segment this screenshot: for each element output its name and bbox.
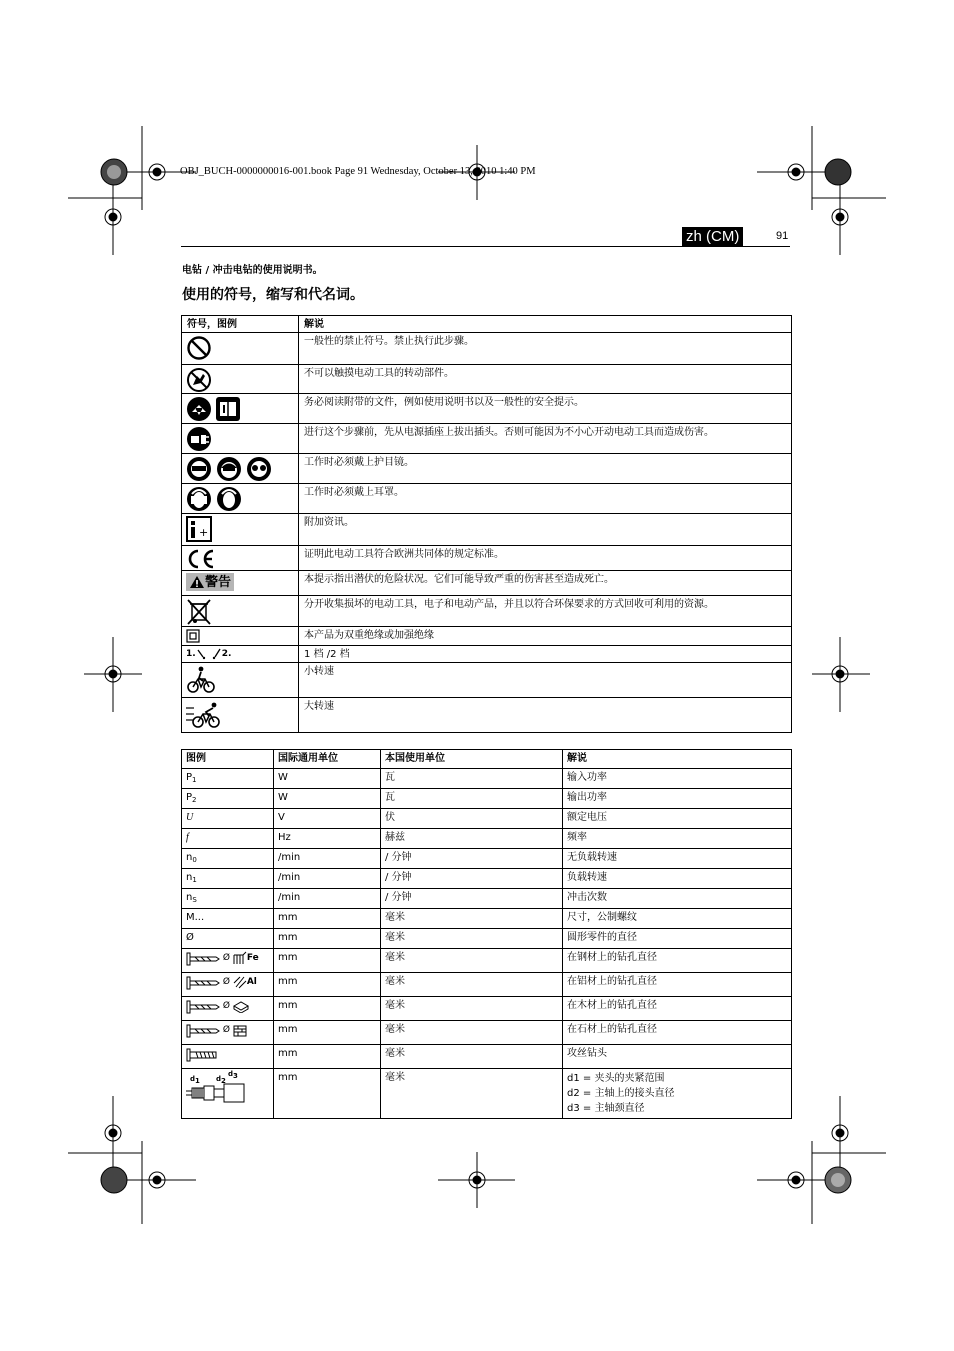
table-row (182, 949, 792, 973)
table-row (182, 546, 792, 571)
legend-cell (182, 997, 274, 1021)
eye-protection-icon (186, 456, 272, 482)
legend-cell (182, 1021, 274, 1045)
table-row (182, 809, 792, 829)
aluminium-material-icon (233, 975, 247, 989)
recycle-bin-icon (186, 598, 212, 626)
row-description: 进行这个步骤前，先从电源插座上拔出插头。否则可能因为不小心开动电动工具而造成伤害。 (299, 424, 792, 454)
legend-cell: Ø (182, 929, 274, 949)
local-unit-cell: 赫兹 (381, 829, 563, 849)
si-unit-cell: mm (274, 949, 381, 973)
table-row (182, 333, 792, 365)
table-row (182, 909, 792, 929)
document-subtitle: 电钻 / 冲击电钻的使用说明书。 (182, 265, 323, 276)
legend-cell: U (182, 809, 274, 829)
local-unit-cell: 毫米 (381, 997, 563, 1021)
unplug-icon (186, 426, 212, 452)
ce-mark-icon (186, 548, 216, 570)
si-unit-cell: mm (274, 909, 381, 929)
table-row (182, 889, 792, 909)
warning-label (186, 573, 234, 591)
description-line: d2 = 主轴上的接头直径 (567, 1088, 675, 1099)
local-unit-cell: 毫米 (381, 973, 563, 997)
si-unit-cell: mm (274, 973, 381, 997)
table-row (182, 454, 792, 484)
row-description: 1 档 /2 档 (299, 646, 792, 663)
table-row (182, 646, 792, 663)
double-insulation-icon (186, 629, 200, 643)
book-file-info: OBJ_BUCH-0000000016-001.book Page 91 Wednesday, October 13, 2010 1:40 PM (180, 166, 536, 177)
table-row (182, 596, 792, 627)
table-row (182, 789, 792, 809)
column-header: 国际通用单位 (274, 750, 381, 769)
section-title: 使用的符号，缩写和代名词。 (182, 287, 364, 303)
diameter-symbol: Ø (222, 953, 230, 963)
description-cell: 尺寸，公制螺纹 (563, 909, 792, 929)
table-row (182, 997, 792, 1021)
ear-protection-icon (186, 486, 242, 512)
legend-cell: f (182, 829, 274, 849)
gear-label-1: 1. (186, 649, 196, 659)
row-description: 工作时必须戴上耳罩。 (299, 484, 792, 514)
language-badge: zh (CM) (682, 227, 743, 246)
gear-label-2: 2. (221, 649, 232, 659)
table-row (182, 698, 792, 733)
page-number: 91 (776, 230, 789, 242)
local-unit-cell: / 分钟 (381, 889, 563, 909)
column-header: 解说 (299, 316, 792, 333)
local-unit-cell: 毫米 (381, 1069, 563, 1119)
description-cell: 无负载转速 (563, 849, 792, 869)
legend-cell: $n_0$ (182, 849, 274, 869)
local-unit-cell: 毫米 (381, 929, 563, 949)
table-row (182, 929, 792, 949)
units-table-header (182, 750, 792, 769)
local-unit-cell: / 分钟 (381, 869, 563, 889)
symbols-table-header (182, 316, 792, 333)
local-unit-cell: 毫米 (381, 1021, 563, 1045)
si-unit-cell: mm (274, 929, 381, 949)
local-unit-cell: / 分钟 (381, 849, 563, 869)
table-row (182, 627, 792, 646)
description-cell: 在石材上的钻孔直径 (563, 1021, 792, 1045)
material-code: Fe (246, 953, 259, 963)
description-cell: 负载转速 (563, 869, 792, 889)
description-cell: 圆形零件的直径 (563, 929, 792, 949)
local-unit-cell: 毫米 (381, 909, 563, 929)
d3-label: $d_3$ (228, 1070, 238, 1080)
local-unit-cell: 毫米 (381, 1045, 563, 1069)
legend-cell: $n_1$ (182, 869, 274, 889)
drill-steel-icon (186, 951, 220, 967)
no-touch-rotating-parts-icon (186, 367, 212, 393)
row-description: 务必阅读附带的文件，例如使用说明书以及一般性的安全提示。 (299, 394, 792, 424)
description-cell: 在铝材上的钻孔直径 (563, 973, 792, 997)
table-row (182, 663, 792, 698)
table-row (182, 365, 792, 394)
table-row (182, 1045, 792, 1069)
tap-drill-icon (186, 1047, 220, 1063)
row-description: 证明此电动工具符合欧洲共同体的规定标准。 (299, 546, 792, 571)
legend-cell: $P_1$ (182, 769, 274, 789)
description-cell (563, 1069, 792, 1119)
description-line: d3 = 主轴颈直径 (567, 1103, 645, 1114)
si-unit-cell: mm (274, 1069, 381, 1119)
description-cell: 在木材上的钻孔直径 (563, 997, 792, 1021)
si-unit-cell: /min (274, 869, 381, 889)
row-description: 不可以触摸电动工具的转动部件。 (299, 365, 792, 394)
description-line: d1 = 夹头的夹紧范围 (567, 1073, 665, 1084)
row-description: 本提示指出潜伏的危险状况。它们可能导致严重的伤害甚至造成死亡。 (299, 571, 792, 596)
si-unit-cell: mm (274, 1045, 381, 1069)
low-speed-bike-icon (186, 665, 216, 695)
table-row (182, 514, 792, 546)
table-row (182, 424, 792, 454)
legend-cell: $P_2$ (182, 789, 274, 809)
chuck-diameters-icon (186, 1083, 248, 1103)
si-unit-cell: W (274, 789, 381, 809)
info-icon (186, 516, 212, 542)
warning-icon (189, 575, 205, 589)
row-description: 大转速 (299, 698, 792, 733)
drill-masonry-icon (186, 1023, 220, 1039)
legend-cell: $n_S$ (182, 889, 274, 909)
table-row (182, 973, 792, 997)
column-header: 本国使用单位 (381, 750, 563, 769)
read-manual-icon (186, 396, 242, 422)
gear-selection-icon (196, 648, 222, 660)
si-unit-cell: mm (274, 997, 381, 1021)
header-rule (181, 246, 790, 247)
row-description: 小转速 (299, 663, 792, 698)
description-cell: 输出功率 (563, 789, 792, 809)
si-unit-cell: W (274, 769, 381, 789)
drill-wood-icon (186, 999, 220, 1015)
row-description: 附加资讯。 (299, 514, 792, 546)
si-unit-cell: Hz (274, 829, 381, 849)
steel-material-icon (233, 951, 247, 965)
prohibition-icon (186, 335, 212, 361)
table-row (182, 829, 792, 849)
legend-cell (182, 1069, 274, 1119)
row-description: 一般性的禁止符号。禁止执行此步骤。 (299, 333, 792, 365)
legend-cell: M... (182, 909, 274, 929)
d2-label: $d_2$ (216, 1075, 226, 1085)
description-cell: 输入功率 (563, 769, 792, 789)
description-cell: 冲击次数 (563, 889, 792, 909)
local-unit-cell: 伏 (381, 809, 563, 829)
si-unit-cell: V (274, 809, 381, 829)
material-code: Al (246, 977, 257, 987)
row-description: 工作时必须戴上护目镜。 (299, 454, 792, 484)
si-unit-cell: mm (274, 1021, 381, 1045)
table-row (182, 769, 792, 789)
description-cell: 在钢材上的钻孔直径 (563, 949, 792, 973)
symbols-table (181, 315, 792, 733)
description-cell: 攻丝钻头 (563, 1045, 792, 1069)
table-row (182, 394, 792, 424)
table-row (182, 571, 792, 596)
masonry-material-icon (233, 1023, 247, 1037)
diameter-symbol: Ø (222, 977, 230, 987)
description-cell: 频率 (563, 829, 792, 849)
description-cell: 额定电压 (563, 809, 792, 829)
diameter-symbol: Ø (222, 1025, 230, 1035)
legend-cell (182, 973, 274, 997)
column-header: 符号，图例 (182, 316, 299, 333)
table-row (182, 1021, 792, 1045)
column-header: 解说 (563, 750, 792, 769)
high-speed-bike-icon (186, 700, 222, 730)
local-unit-cell: 毫米 (381, 949, 563, 973)
diameter-symbol: Ø (222, 1001, 230, 1011)
local-unit-cell: 瓦 (381, 789, 563, 809)
si-unit-cell: /min (274, 889, 381, 909)
warning-word: 警告 (205, 574, 232, 590)
row-description: 本产品为双重绝缘或加强绝缘 (299, 627, 792, 646)
table-row (182, 869, 792, 889)
legend-cell (182, 1045, 274, 1069)
table-row (182, 1069, 792, 1119)
legend-cell (182, 949, 274, 973)
table-row (182, 849, 792, 869)
column-header: 图例 (182, 750, 274, 769)
units-table (181, 749, 792, 1119)
local-unit-cell: 瓦 (381, 769, 563, 789)
drill-aluminium-icon (186, 975, 220, 991)
row-description: 分开收集损坏的电动工具，电子和电动产品，并且以符合环保要求的方式回收可利用的资源。 (299, 596, 792, 627)
si-unit-cell: /min (274, 849, 381, 869)
table-row (182, 484, 792, 514)
svg-text:+: + (199, 526, 209, 539)
d1-label: $d_1$ (190, 1075, 200, 1085)
wood-material-icon (233, 999, 249, 1013)
